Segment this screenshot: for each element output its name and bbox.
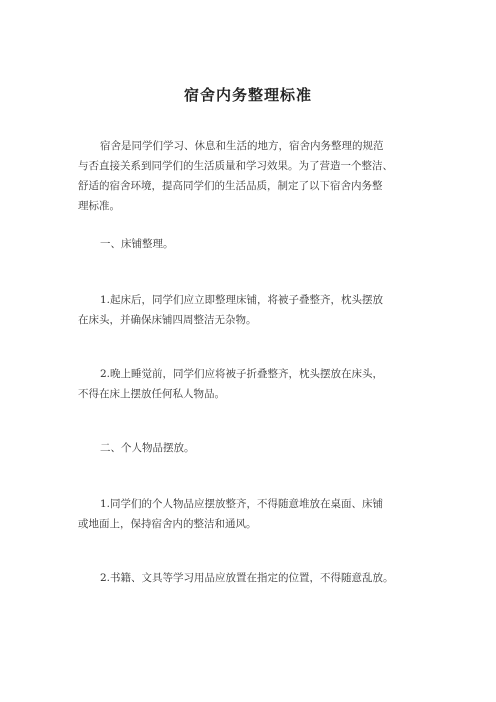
document-title: 宿舍内务整理标准 (183, 86, 312, 104)
text-line: 与否直接关系到同学们的生活质量和学习效果。为了营造一个整洁、 (78, 160, 393, 172)
bed-rule-1 (78, 290, 438, 330)
section-heading-bed (78, 234, 438, 254)
text-line: 不得在床上摆放任何私人物品。 (78, 388, 225, 400)
section-heading: 二、个人物品摆放。 (100, 442, 195, 454)
section-heading: 一、床铺整理。 (100, 238, 174, 250)
section-heading-belongings (78, 438, 438, 458)
text-line: 或地面上，保持宿舍内的整洁和通风。 (78, 518, 257, 530)
text-line: 2.书籍、文具等学习用品应放置在指定的位置，不得随意乱放。 (100, 572, 394, 584)
text-line: 2.晚上睡觉前，同学们应将被子折叠整齐，枕头摆放在床头， (100, 368, 384, 380)
text-line: 宿舍是同学们学习、休息和生活的地方，宿舍内务整理的规范 (100, 140, 384, 152)
text-line: 在床头，并确保床铺四周整洁无杂物。 (78, 314, 257, 326)
belongings-rule-2 (78, 568, 438, 588)
text-line: 1.同学们的个人物品应摆放整齐，不得随意堆放在桌面、床铺 (100, 498, 384, 510)
text-line: 1.起床后，同学们应立即整理床铺，将被子叠整齐，枕头摆放 (100, 294, 384, 306)
belongings-rule-1 (78, 494, 438, 534)
intro-paragraph (78, 136, 438, 216)
bed-rule-2 (78, 364, 438, 404)
text-line: 理标准。 (78, 200, 120, 212)
text-line: 舒适的宿舍环境，提高同学们的生活品质，制定了以下宿舍内务整 (78, 180, 383, 192)
